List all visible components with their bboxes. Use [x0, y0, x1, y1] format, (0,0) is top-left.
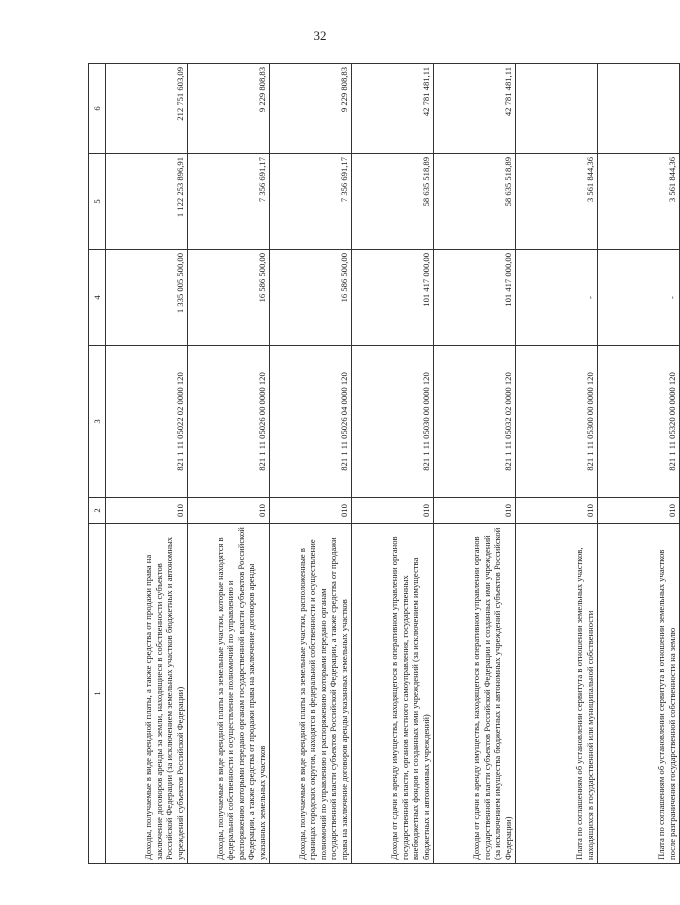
row-description: Доходы, получаемые в виде арендной платы за земельные участки, которые находятся в федеральной собственности и осуществление полномочий по управлению и распоряжению которыми передано органам государственной власти субъектов Российской Федерации, а также средства от продажи права на заключение договоров аренды указанных земельных участков	[188, 524, 270, 864]
row-executed-amount: 58 635 518,89	[434, 154, 516, 250]
row-approved-amount: 101 417 000,00	[434, 250, 516, 346]
row-budget-code: 821 1 11 05320 00 0000 120	[598, 346, 680, 498]
row-description: Доходы от сдачи в аренду имущества, находящегося в оперативном управлении органов государственной власти, органов местного самоуправления, государственных внебюджетных фондов и созданных ими учреждений (за исключением имущества бюджетных и автономных учреждений)	[352, 524, 434, 864]
header-col-4: 4	[89, 250, 106, 346]
row-unexecuted-amount	[598, 64, 680, 154]
row-line-code: 010	[516, 498, 598, 524]
row-approved-amount: 16 586 500,00	[188, 250, 270, 346]
row-unexecuted-amount: 9 229 808,83	[270, 64, 352, 154]
row-budget-code: 821 1 11 05022 02 0000 120	[106, 346, 188, 498]
header-col-1: 1	[89, 524, 106, 864]
row-approved-amount: 101 417 000,00	[352, 250, 434, 346]
rotated-table-frame	[88, 64, 677, 864]
table-row	[270, 64, 352, 864]
row-budget-code: 821 1 11 05030 00 0000 120	[352, 346, 434, 498]
row-line-code: 010	[352, 498, 434, 524]
row-executed-amount: 3 561 844,36	[598, 154, 680, 250]
row-description: Плата по соглашениям об установлении сервитута в отношении земельных участков после разграничения государственной собственности на землю	[598, 524, 680, 864]
rotated-table-content	[88, 64, 677, 864]
row-budget-code: 821 1 11 05300 00 0000 120	[516, 346, 598, 498]
row-executed-amount: 7 356 691,17	[188, 154, 270, 250]
row-unexecuted-amount	[516, 64, 598, 154]
row-line-code: 010	[598, 498, 680, 524]
row-approved-amount: 1 335 005 500,00	[106, 250, 188, 346]
header-row	[89, 64, 106, 864]
row-line-code: 010	[106, 498, 188, 524]
table-row	[188, 64, 270, 864]
table-row	[434, 64, 516, 864]
page-number: 32	[313, 28, 327, 43]
row-budget-code: 821 1 11 05026 04 0000 120	[270, 346, 352, 498]
header-col-3: 3	[89, 346, 106, 498]
row-executed-amount: 7 356 691,17	[270, 154, 352, 250]
row-approved-amount: 16 586 500,00	[270, 250, 352, 346]
table-row	[516, 64, 598, 864]
row-executed-amount: 1 122 253 896,91	[106, 154, 188, 250]
row-unexecuted-amount: 42 781 481,11	[434, 64, 516, 154]
row-description: Доходы, получаемые в виде арендной платы, а также средства от продажи права на заключение договоров аренды за земли, находящиеся в собственности субъектов Российской Федерации (за исключением земельных участков бюджетных и автономных учреждений субъектов Российской Федерации)	[106, 524, 188, 864]
table-row	[352, 64, 434, 864]
row-line-code: 010	[188, 498, 270, 524]
report-table	[88, 63, 680, 864]
row-executed-amount: 58 635 518,89	[352, 154, 434, 250]
row-line-code: 010	[434, 498, 516, 524]
row-line-code: 010	[270, 498, 352, 524]
row-unexecuted-amount: 42 781 481,11	[352, 64, 434, 154]
row-approved-amount: -	[516, 250, 598, 346]
row-budget-code: 821 1 11 05026 00 0000 120	[188, 346, 270, 498]
row-approved-amount: -	[598, 250, 680, 346]
table-row	[598, 64, 680, 864]
header-col-2: 2	[89, 498, 106, 524]
row-description: Плата по соглашениям об установлении сервитута в отношении земельных участков, находящихся в государственной или муниципальной собственности	[516, 524, 598, 864]
row-unexecuted-amount: 9 229 808,83	[188, 64, 270, 154]
row-budget-code: 821 1 11 05032 02 0000 120	[434, 346, 516, 498]
row-executed-amount: 3 561 844,36	[516, 154, 598, 250]
header-col-6: 6	[89, 64, 106, 154]
row-unexecuted-amount: 212 751 603,09	[106, 64, 188, 154]
table-row	[106, 64, 188, 864]
row-description: Доходы от сдачи в аренду имущества, находящегося в оперативном управлении органов государственной власти субъектов Российской Федерации и созданных ими учреждений (за исключением имущества бюджетных и автономных учреждений субъектов Российской Федерации)	[434, 524, 516, 864]
row-description: Доходы, получаемые в виде арендной платы за земельные участки, расположенные в границах городских округов, находятся в федеральной собственности и осуществление полномочий по управлению и распоряжению которыми передано органам государственной власти субъектов Российской Федерации, а также средства от продажи права на заключение договоров аренды указанных земельных участков	[270, 524, 352, 864]
header-col-5: 5	[89, 154, 106, 250]
